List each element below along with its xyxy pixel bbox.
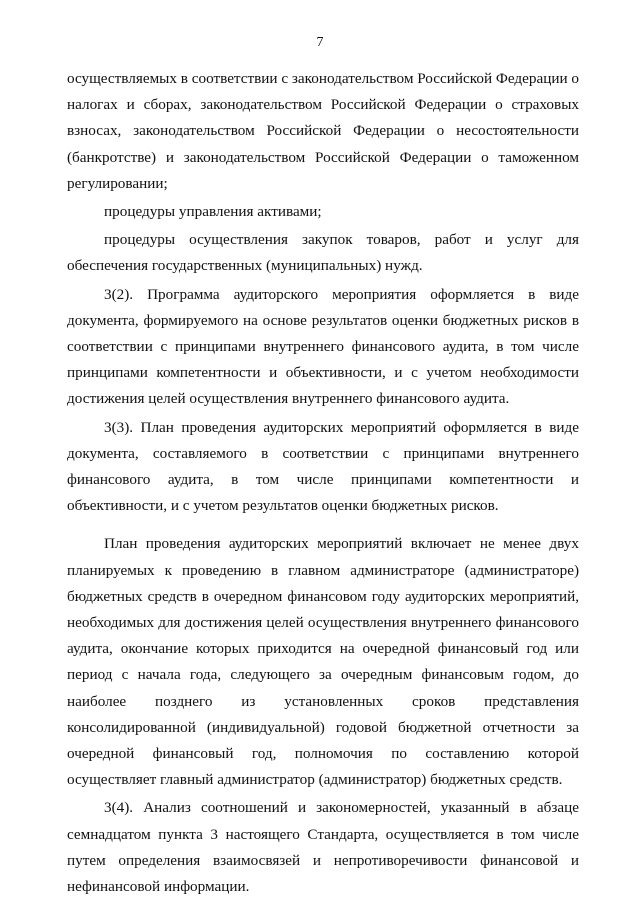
paragraph-3-3: 3(3). План проведения аудиторских мероприятий оформляется в виде документа, составляемого в соответствии с принципами внутреннего финансового аудита, в том числе принципами компетентности и объективности, и с учетом результатов оценки бюджетных рисков. <box>67 418 579 515</box>
page-number: 7 <box>316 35 324 50</box>
paragraph-procurement: процедуры осуществления закупок товаров, работ и услуг для обеспечения государственных (муниципальных) нужд. <box>67 231 579 275</box>
paragraph-audit-plan: План проведения аудиторских мероприятий включает не менее двух планируемых к проведению в главном администраторе (администраторе) бюджетных средств в очередном финансовом году аудиторских мероприятий, необходимых для достижения целей осуществления внутреннего финансового аудита, окончание которых приходится на очередной финансовый год или период с начала года, следующего за очередным финансовым годом, до наиболее позднего из установленных сроков представления консолидированной (индивидуальной) годовой бюджетной отчетности за очередной финансовый год, полномочия по составлению которой осуществляет главный администратор (администратор) бюджетных средств. <box>67 535 579 789</box>
document-body <box>67 66 579 900</box>
paragraph-asset-management: процедуры управления активами; <box>104 203 322 221</box>
paragraph-continuation: осуществляемых в соответствии с законодательством Российской Федерации о налогах и сборах, законодательством Российской Федерации о страховых взносах, законодательством Российской Федерации о несостоятельности (банкротстве) и законодательством Российской Федерации о таможенном регулировании; <box>67 70 579 192</box>
paragraph-3-2: 3(2). Программа аудиторского мероприятия оформляется в виде документа, формируемого на основе результатов оценки бюджетных рисков в соответствии с принципами внутреннего финансового аудита, в том числе принципами компетентности и объективности, и с учетом необходимости достижения целей осуществления внутреннего финансового аудита. <box>67 285 579 408</box>
paragraph-3-4: 3(4). Анализ соотношений и закономерностей, указанный в абзаце семнадцатом пункта 3 настоящего Стандарта, осуществляется в том числе путем определения взаимосвязей и непротиворечивости финансовой и нефинансовой информации. <box>67 799 579 896</box>
